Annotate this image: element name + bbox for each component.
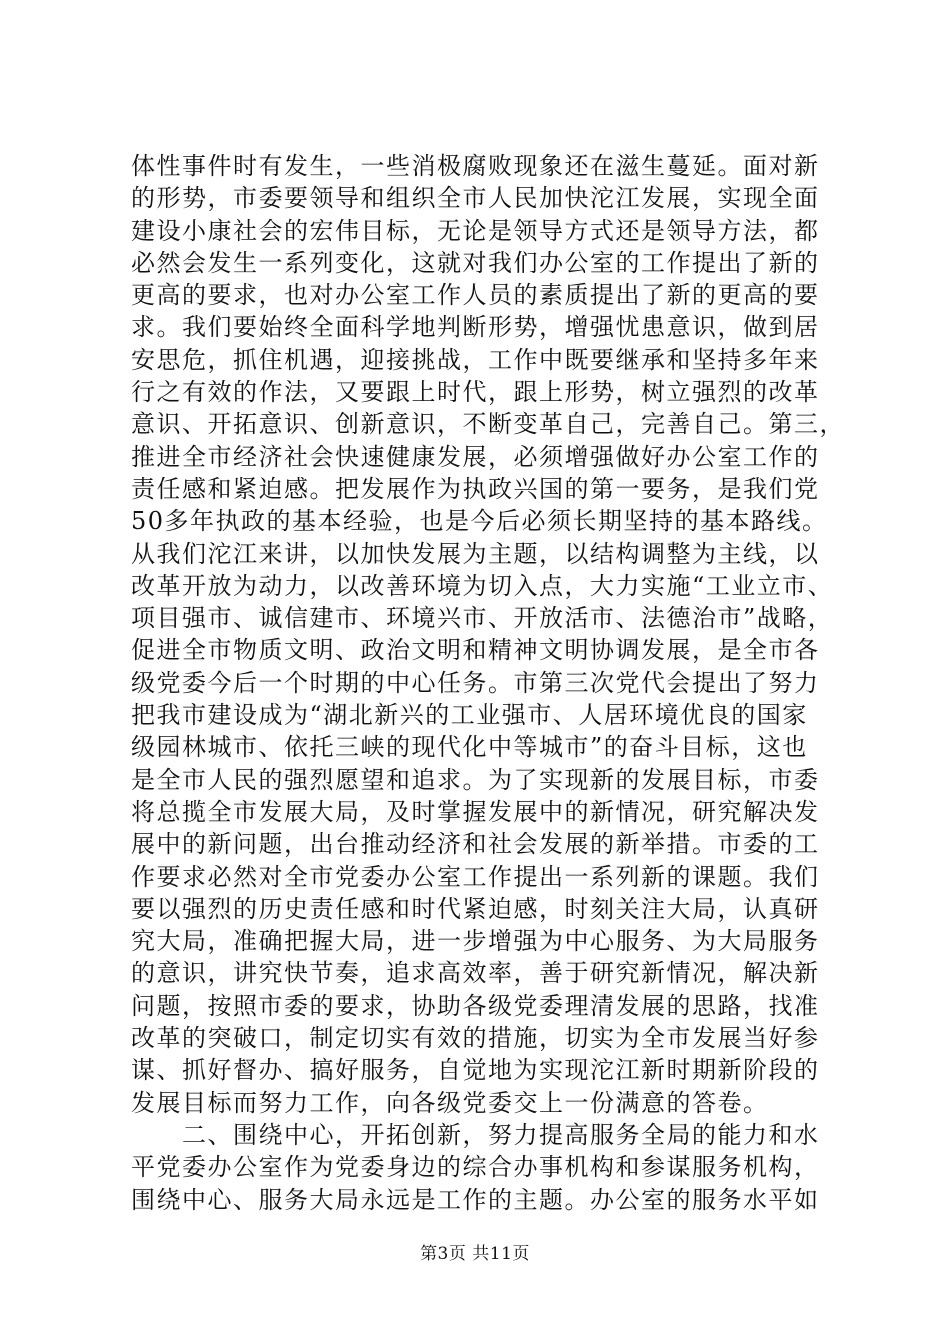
text-line: 改革的突破口，制定切实有效的措施，切实为全市发展当好参 <box>131 1024 820 1053</box>
text-line: 的形势，市委要领导和组织全市人民加快沱江发展，实现全面 <box>131 184 820 213</box>
text-line: 责任感和紧迫感。把发展作为执政兴国的第一要务，是我们党 <box>131 474 820 503</box>
text-line: 将总揽全市发展大局，及时掌握发展中的新情况，研究解决发 <box>131 797 820 826</box>
text-line: 项目强市、诚信建市、环境兴市、开放活市、法德治市”战略， <box>131 604 834 633</box>
text-line: 必然会发生一系列变化，这就对我们办公室的工作提出了新的 <box>131 248 820 277</box>
text-line: 行之有效的作法，又要跟上时代，跟上形势，树立强烈的改革 <box>131 378 820 407</box>
text-line: 体性事件时有发生，一些消极腐败现象还在滋生蔓延。面对新 <box>131 152 820 180</box>
text-line: 意识、开拓意识、创新意识，不断变革自己，完善自己。第三， <box>131 410 845 439</box>
text-line: 促进全市物质文明、政治文明和精神文明协调发展，是全市各 <box>131 636 820 665</box>
text-line: 发展目标而努力工作，向各级党委交上一份满意的答卷。 <box>131 1088 769 1117</box>
text-line: 推进全市经济社会快速健康发展，必须增强做好办公室工作的 <box>131 442 820 471</box>
page-footer: 第3页 共11页 <box>420 1244 530 1264</box>
body-text <box>131 150 845 1216</box>
text-line: 要以强烈的历史责任感和时代紧迫感，时刻关注大局，认真研 <box>131 894 820 923</box>
text-line: 级园林城市、依托三峡的现代化中等城市”的奋斗目标，这也 <box>131 733 808 762</box>
text-line: 改革开放为动力，以改善环境为切入点，大力实施“工业立市、 <box>131 571 834 600</box>
text-line: 作要求必然对全市党委办公室工作提出一系列新的课题。我们 <box>131 862 820 891</box>
text-line: 从我们沱江来讲，以加快发展为主题，以结构调整为主线，以 <box>131 539 820 568</box>
text-line: 更高的要求，也对办公室工作人员的素质提出了新的更高的要 <box>131 281 820 310</box>
text-line: 二、围绕中心，开拓创新，努力提高服务全局的能力和水 <box>131 1120 820 1149</box>
text-line: 求。我们要始终全面科学地判断形势，增强忧患意识，做到居 <box>131 313 820 342</box>
text-line: 究大局，准确把握大局，进一步增强为中心服务、为大局服务 <box>131 927 820 956</box>
text-line: 围绕中心、服务大局永远是工作的主题。办公室的服务水平如 <box>131 1185 820 1214</box>
text-line: 50多年执政的基本经验，也是今后必须长期坚持的基本路线。 <box>131 507 828 536</box>
text-line: 问题，按照市委的要求，协助各级党委理清发展的思路，找准 <box>131 991 820 1020</box>
text-line: 建设小康社会的宏伟目标，无论是领导方式还是领导方法，都 <box>131 216 820 245</box>
text-line: 把我市建设成为“湖北新兴的工业强市、人居环境优良的国家 <box>131 701 808 730</box>
text-line: 是全市人民的强烈愿望和追求。为了实现新的发展目标，市委 <box>131 765 820 794</box>
text-line: 的意识，讲究快节奏，追求高效率，善于研究新情况，解决新 <box>131 959 820 988</box>
text-line: 展中的新问题，出台推动经济和社会发展的新举措。市委的工 <box>131 830 820 859</box>
text-line: 级党委今后一个时期的中心任务。市第三次党代会提出了努力 <box>131 668 820 697</box>
text-line: 谋、抓好督办、搞好服务，自觉地为实现沱江新时期新阶段的 <box>131 1056 820 1085</box>
text-line: 安思危，抓住机遇，迎接挑战，工作中既要继承和坚持多年来 <box>131 345 820 374</box>
text-line: 平党委办公室作为党委身边的综合办事机构和参谋服务机构， <box>131 1153 820 1182</box>
